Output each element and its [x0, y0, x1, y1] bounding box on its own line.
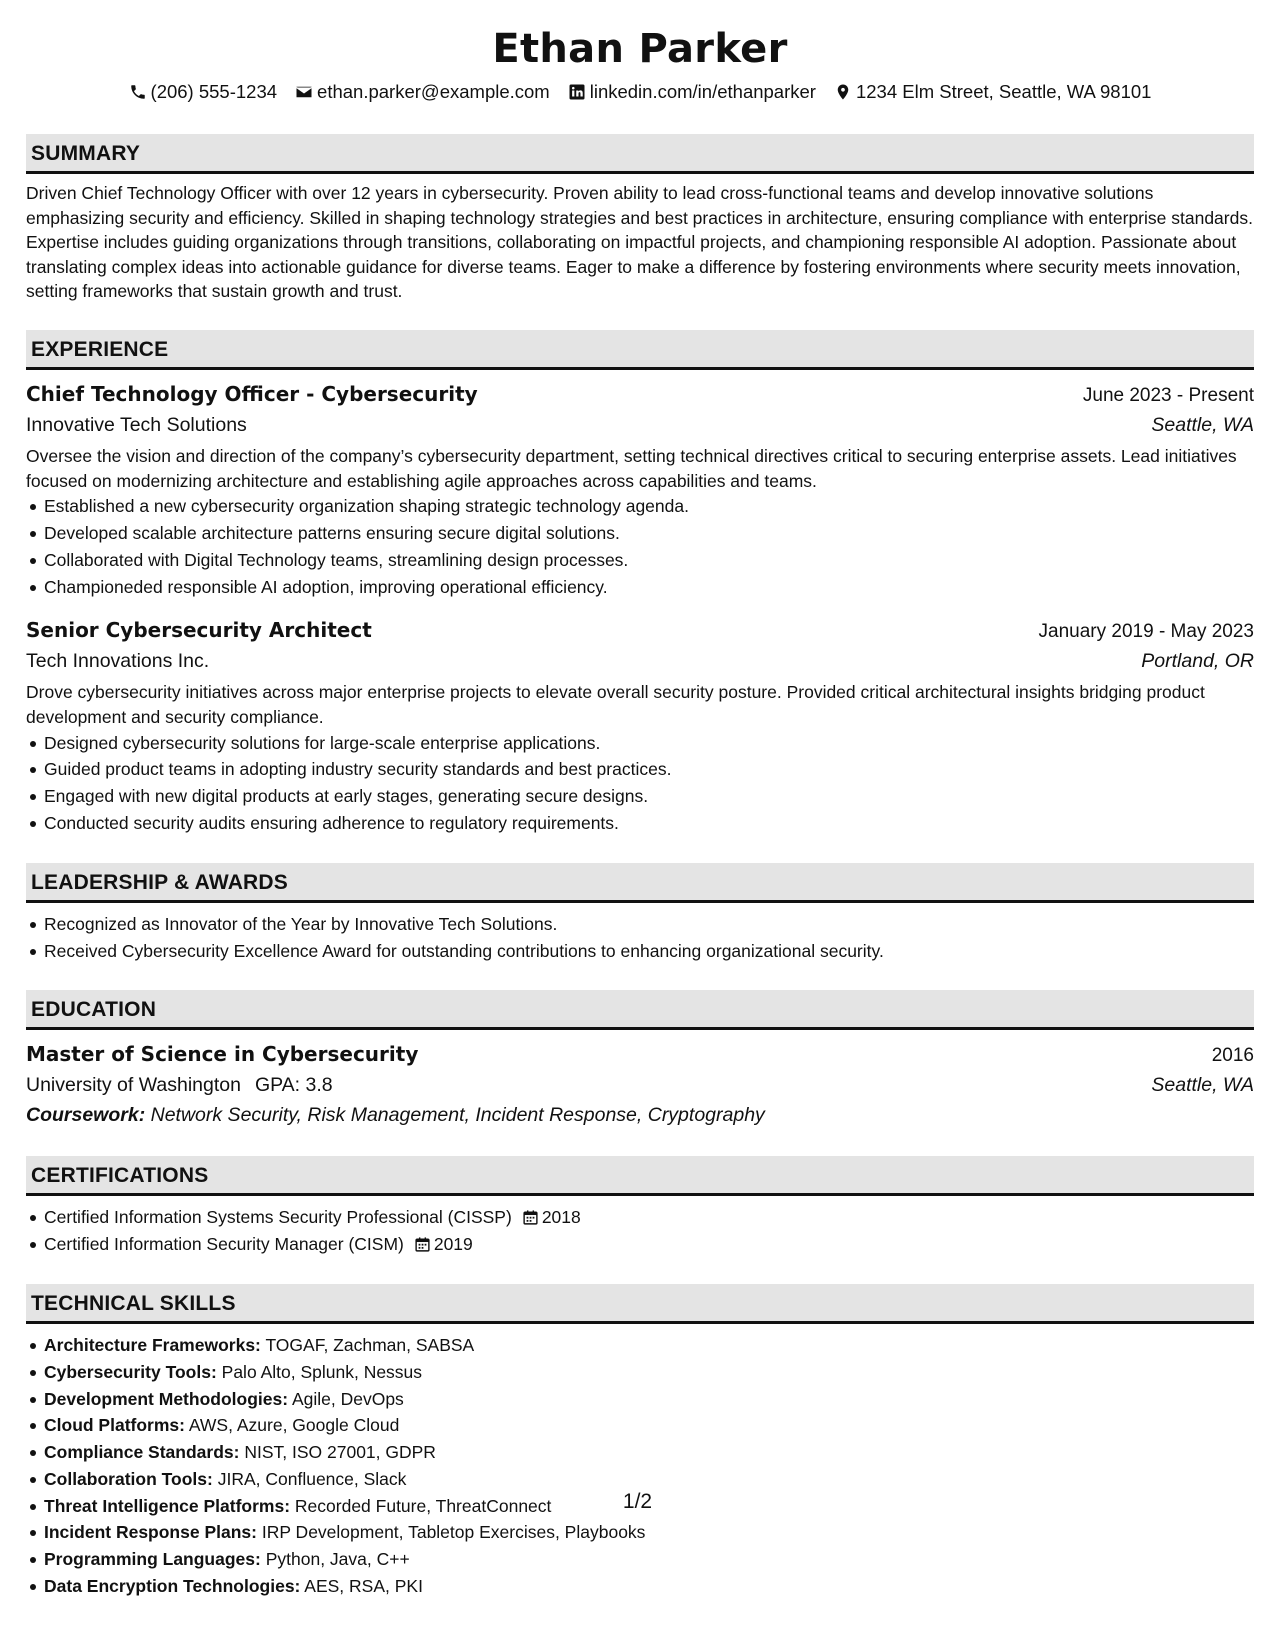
skill-value: TOGAF, Zachman, SABSA — [265, 1334, 475, 1355]
list-item: Designed cybersecurity solutions for large-scale enterprise applications. — [26, 730, 1254, 757]
skill-label: Cybersecurity Tools: — [44, 1361, 217, 1382]
cert-year: 2018 — [541, 1207, 581, 1228]
section-heading: EXPERIENCE — [26, 330, 1254, 370]
candidate-name: Ethan Parker — [492, 26, 788, 72]
skill-value: Palo Alto, Splunk, Nessus — [221, 1361, 423, 1382]
list-item: Recognized as Innovator of the Year by Innovative Tech Solutions. — [26, 911, 1254, 938]
skill-label: Threat Intelligence Platforms: — [44, 1495, 291, 1516]
list-item — [26, 1204, 1254, 1231]
contact-email[interactable] — [295, 81, 550, 103]
email-text[interactable]: ethan.parker@example.com — [317, 81, 550, 102]
job-location: Portland, OR — [1141, 650, 1254, 673]
resume-page — [26, 22, 1254, 1600]
linkedin-icon — [568, 83, 586, 101]
list-item: Received Cybersecurity Excellence Award for outstanding contributions to enhancing organizational security. — [26, 938, 1254, 965]
section-heading: LEADERSHIP & AWARDS — [26, 863, 1254, 903]
section-heading: SUMMARY — [26, 134, 1254, 174]
cert-name: Certified Information Security Manager (CISM) — [44, 1234, 404, 1255]
certifications-section — [26, 1156, 1254, 1258]
graduation-year: 2016 — [1211, 1045, 1254, 1067]
skill-value: AWS, Azure, Google Cloud — [188, 1415, 400, 1436]
calendar-icon — [522, 1207, 539, 1224]
skill-label: Compliance Standards: — [44, 1442, 240, 1463]
linkedin-text[interactable]: linkedin.com/in/ethanparker — [589, 81, 816, 102]
contact-phone — [129, 81, 278, 103]
summary-section — [26, 134, 1254, 304]
section-heading: CERTIFICATIONS — [26, 1156, 1254, 1196]
contact-bar — [26, 80, 1254, 104]
section-heading: EDUCATION — [26, 990, 1254, 1030]
skill-value: Recorded Future, ThreatConnect — [294, 1495, 552, 1516]
skill-item — [26, 1439, 1254, 1466]
list-item: Conducted security audits ensuring adherence to regulatory requirements. — [26, 810, 1254, 837]
job-description: Drove cybersecurity initiatives across major enterprise projects to elevate overall security posture. Provided critical architectural insights bridging product development and security compliance. — [26, 682, 1205, 727]
skill-item — [26, 1386, 1254, 1413]
list-item: Established a new cybersecurity organization shaping strategic technology agenda. — [26, 493, 1254, 520]
skill-item — [26, 1519, 1254, 1546]
cert-year: 2019 — [433, 1234, 473, 1255]
skill-item — [26, 1466, 1254, 1493]
skill-item — [26, 1573, 1254, 1600]
degree-title: Master of Science in Cybersecurity — [26, 1042, 419, 1067]
address-text: 1234 Elm Street, Seattle, WA 98101 — [855, 81, 1152, 102]
skill-label: Data Encryption Technologies: — [44, 1576, 301, 1597]
section-heading: TECHNICAL SKILLS — [26, 1284, 1254, 1324]
job-dates: June 2023 - Present — [1082, 384, 1254, 406]
skill-item — [26, 1412, 1254, 1439]
leadership-section — [26, 863, 1254, 965]
map-pin-icon — [834, 83, 852, 101]
list-item: Guided product teams in adopting industry security standards and best practices. — [26, 756, 1254, 783]
skill-value: AES, RSA, PKI — [304, 1576, 423, 1597]
skill-value: Agile, DevOps — [291, 1388, 404, 1409]
school-line — [26, 1070, 333, 1100]
coursework-line — [26, 1100, 1254, 1130]
school-location: Seattle, WA — [1151, 1074, 1254, 1097]
job-title: Chief Technology Officer - Cybersecurity — [26, 381, 478, 406]
skill-label: Incident Response Plans: — [44, 1522, 257, 1543]
list-item — [26, 1231, 1254, 1258]
school-name: University of Washington — [26, 1074, 241, 1097]
skill-value: Python, Java, C++ — [265, 1549, 410, 1570]
skill-value: IRP Development, Tabletop Exercises, Playbooks — [261, 1522, 646, 1543]
job-location: Seattle, WA — [1151, 413, 1254, 436]
company-name: Tech Innovations Inc. — [26, 650, 210, 673]
phone-text: (206) 555-1234 — [150, 81, 278, 102]
job-entry — [26, 614, 1254, 836]
skill-item — [26, 1546, 1254, 1573]
education-section — [26, 990, 1254, 1130]
skill-label: Architecture Frameworks: — [44, 1334, 261, 1355]
summary-text: Driven Chief Technology Officer with over 12 years in cybersecurity. Proven ability to lead cross-functional teams and develop innovative solutions emphasizing security and efficiency. Skilled in shaping technology strategies and best practices in architecture, ensuring compliance with enterprise standards. Expertise includes guiding organizations through transitions, collaborating on impactful projects, and championing responsible AI adoption. Passionate about translating complex ideas into actionable guidance for diverse teams. Eager to make a difference by fostering environments where security meets innovation, setting frameworks that sustain growth and trust. — [26, 183, 1253, 302]
experience-section — [26, 330, 1254, 837]
cert-name: Certified Information Systems Security Professional (CISSP) — [44, 1207, 512, 1228]
education-entry — [26, 1038, 1254, 1130]
job-title: Senior Cybersecurity Architect — [26, 618, 372, 643]
skill-item — [26, 1332, 1254, 1359]
contact-linkedin[interactable] — [568, 81, 816, 103]
list-item: Collaborated with Digital Technology teams, streamlining design processes. — [26, 547, 1254, 574]
list-item: Engaged with new digital products at early stages, generating secure designs. — [26, 783, 1254, 810]
contact-address — [834, 81, 1152, 103]
job-description: Oversee the vision and direction of the company’s cybersecurity department, setting technical directives critical to securing enterprise assets. Lead initiatives focused on modernizing architecture and establishing agile approaches across capabilities and teams. — [26, 445, 1237, 491]
skills-section — [26, 1284, 1254, 1600]
gpa: GPA: 3.8 — [254, 1074, 333, 1097]
phone-icon — [129, 83, 147, 101]
skill-value: JIRA, Confluence, Slack — [217, 1468, 407, 1489]
job-dates: January 2019 - May 2023 — [1038, 621, 1254, 643]
company-name: Innovative Tech Solutions — [26, 413, 247, 436]
list-item: Championeded responsible AI adoption, improving operational efficiency. — [26, 574, 1254, 601]
skill-label: Collaboration Tools: — [44, 1468, 213, 1489]
skill-label: Cloud Platforms: — [44, 1415, 185, 1436]
skill-label: Programming Languages: — [44, 1549, 261, 1570]
skill-item — [26, 1359, 1254, 1386]
coursework-list: Network Security, Risk Management, Incident Response, Cryptography — [150, 1104, 765, 1127]
envelope-icon — [295, 83, 313, 101]
coursework-label: Coursework: — [26, 1104, 146, 1127]
skill-value: NIST, ISO 27001, GDPR — [244, 1442, 436, 1463]
calendar-icon — [414, 1234, 431, 1251]
job-entry — [26, 378, 1254, 600]
page-number: 1/2 — [622, 1490, 653, 1513]
skill-label: Development Methodologies: — [44, 1388, 289, 1409]
list-item: Developed scalable architecture patterns ensuring secure digital solutions. — [26, 520, 1254, 547]
